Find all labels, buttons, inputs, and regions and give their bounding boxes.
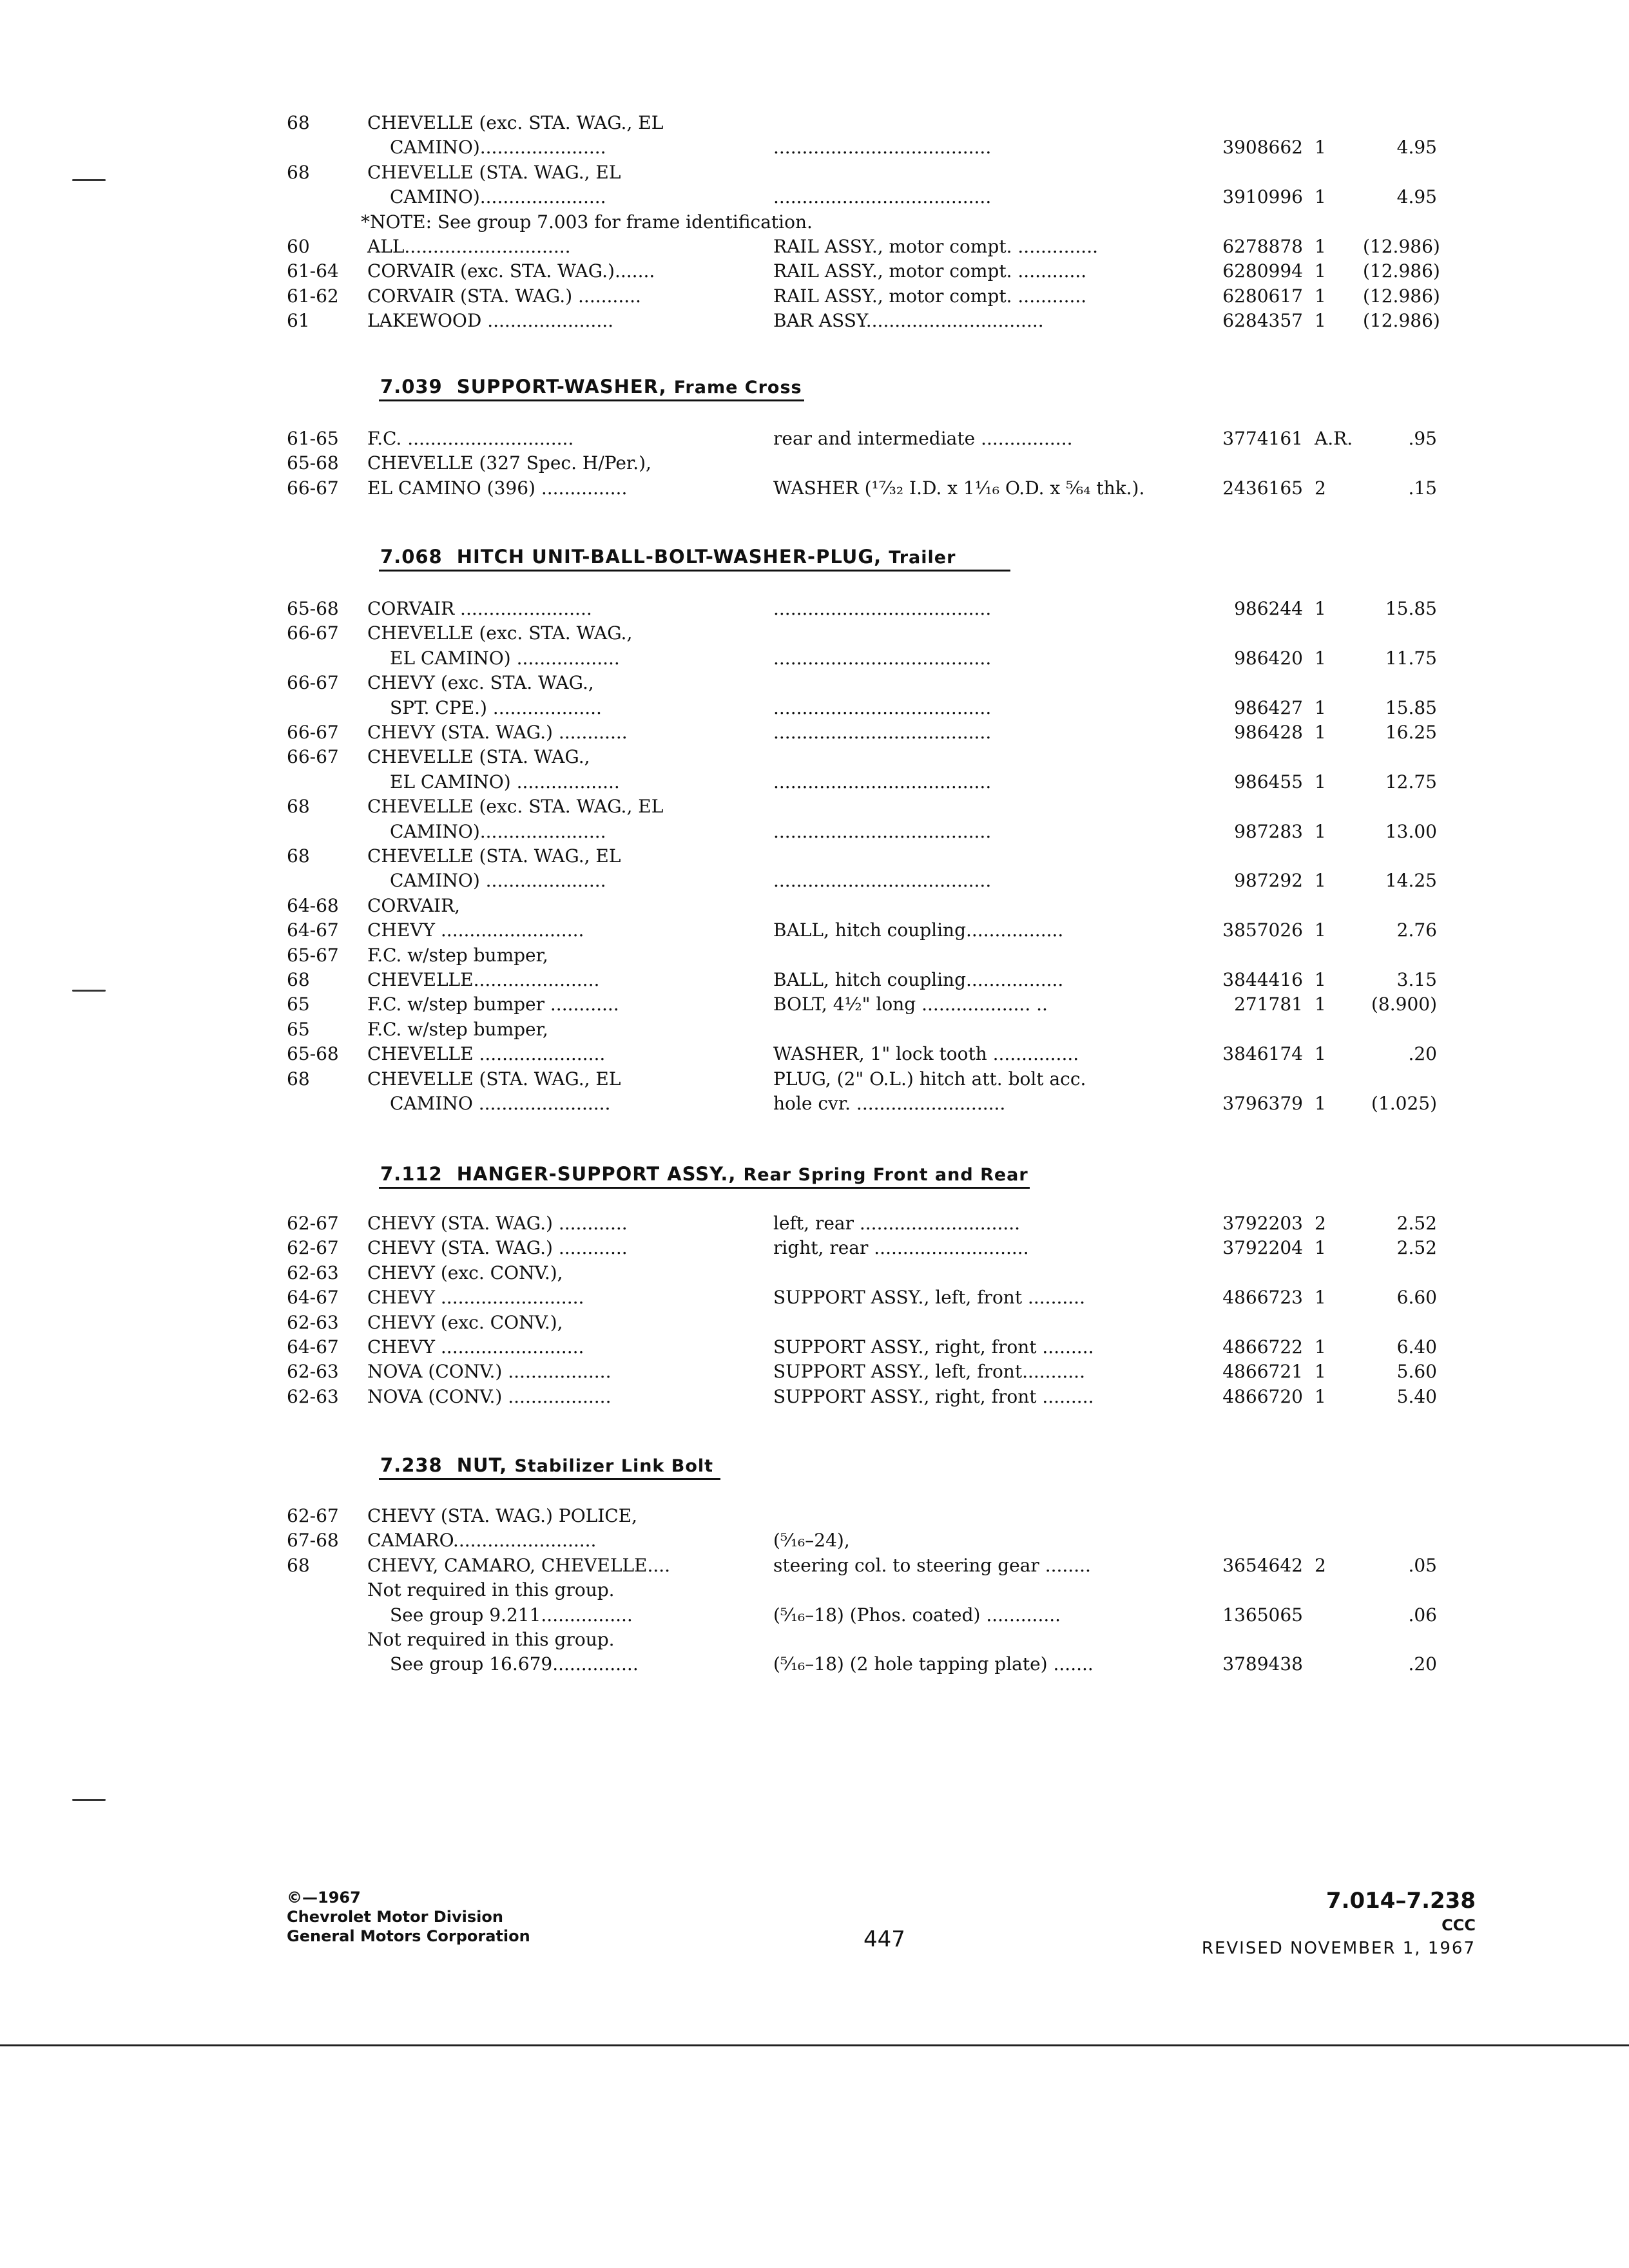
price-cell: 14.25 [1385,870,1437,891]
price-cell: .05 [1408,1555,1437,1576]
quantity-cell: 1 [1315,994,1326,1015]
price-cell: 16.25 [1385,722,1437,743]
description-cell: (⁵⁄₁₆–18) (2 hole tapping plate) ....... [773,1653,1094,1675]
table-row [0,621,1629,646]
part-number-cell: 6280617 [1222,285,1303,307]
quantity-cell: 1 [1315,722,1326,743]
description-cell: right, rear ........................... [773,1237,1029,1258]
table-row [0,992,1629,1017]
model-cell: LAKEWOOD ...................... [367,310,614,331]
model-cell: Not required in this group. [367,1629,615,1650]
price-cell: .06 [1408,1604,1437,1626]
group-subtitle: Rear Spring Front and Rear [743,1165,1028,1185]
model-cell: CHEVY (STA. WAG.) ............ [367,1213,628,1234]
section-heading [380,1161,1028,1188]
copyright: ©—1967 [287,1888,361,1907]
table-row [0,820,1629,844]
year-cell: 65-68 [287,452,339,474]
part-number-cell: 3908662 [1222,137,1303,158]
description-cell: RAIL ASSY., motor compt. ............ [773,285,1087,307]
table-row [0,1211,1629,1236]
table-row [0,1385,1629,1409]
model-cell: CHEVY (exc. STA. WAG., [367,672,594,693]
section-heading [380,544,956,571]
quantity-cell: 2 [1315,1555,1326,1576]
quantity-cell: 1 [1315,1336,1326,1358]
table-row [0,427,1629,451]
model-cell: F.C. w/step bumper ............ [367,994,619,1015]
model-cell: CAMARO......................... [367,1530,597,1551]
quantity-cell: A.R. [1315,428,1353,449]
quantity-cell: 1 [1315,870,1326,891]
part-number-cell: 986420 [1234,648,1303,669]
price-cell: 12.75 [1385,771,1437,793]
price-cell: 15.85 [1385,697,1437,718]
year-cell: 64-67 [287,1336,339,1358]
table-row [0,1067,1629,1091]
quantity-cell: 1 [1315,285,1326,307]
year-cell: 64-68 [287,895,339,916]
description-cell: left, rear ............................ [773,1213,1021,1234]
price-cell: 6.60 [1396,1287,1437,1308]
description-cell: ...................................... [773,697,992,718]
part-number-cell: 986244 [1234,598,1303,619]
description-cell: ...................................... [773,722,992,743]
table-row [0,1091,1629,1116]
part-number-cell: 986455 [1234,771,1303,793]
part-number-cell: 4866722 [1222,1336,1303,1358]
group-title: SUPPORT-WASHER, [456,376,667,398]
quantity-cell: 1 [1315,697,1326,718]
price-cell: 3.15 [1396,969,1437,990]
price-cell: 6.40 [1396,1336,1437,1358]
table-row [0,135,1629,160]
model-cell: CHEVY (STA. WAG.) POLICE, [367,1505,638,1526]
description-cell: ...................................... [773,137,992,158]
year-cell: 68 [287,1068,310,1090]
part-number-cell: 3792203 [1222,1213,1303,1234]
price-cell: 2.76 [1396,919,1437,941]
year-cell: 62-63 [287,1361,339,1382]
table-row [0,259,1629,284]
model-cell: CHEVELLE (exc. STA. WAG., EL [367,796,664,817]
price-cell: 13.00 [1385,821,1437,842]
quantity-cell: 1 [1315,260,1326,282]
model-cell: See group 9.211................ [390,1604,633,1626]
model-cell: F.C. ............................. [367,428,574,449]
table-row [0,1285,1629,1310]
model-cell: EL CAMINO) .................. [390,771,620,793]
description-cell: RAIL ASSY., motor compt. .............. [773,236,1098,257]
price-cell: 15.85 [1385,598,1437,619]
table-row [0,696,1629,720]
price-cell: 11.75 [1385,648,1437,669]
year-cell: 68 [287,162,310,183]
model-cell: ALL............................. [367,236,571,257]
year-cell: 62-63 [287,1262,339,1283]
model-cell: CHEVELLE (exc. STA. WAG., EL [367,112,664,133]
table-row [0,1017,1629,1042]
part-number-cell: 3857026 [1222,919,1303,941]
model-cell: NOVA (CONV.) .................. [367,1386,612,1407]
bottom-rule [0,2044,1629,2046]
model-cell: CHEVY ......................... [367,919,584,941]
part-number-cell: 4866723 [1222,1287,1303,1308]
table-row [0,770,1629,794]
price-cell: 4.95 [1396,137,1437,158]
table-row [0,943,1629,968]
part-number-cell: 3910996 [1222,186,1303,207]
section-heading [380,1452,713,1479]
model-cell: CHEVELLE ...................... [367,1043,606,1064]
description-cell: hole cvr. .......................... [773,1093,1006,1114]
description-cell: WASHER (¹⁷⁄₃₂ I.D. x 1¹⁄₁₆ O.D. x ⁵⁄₆₄ thk.). [773,477,1145,499]
margin-mark [72,179,106,181]
quantity-cell: 1 [1315,310,1326,331]
model-cell: SPT. CPE.) ................... [390,697,602,718]
margin-mark [72,990,106,992]
table-row [0,451,1629,476]
year-cell: 65-68 [287,1043,339,1064]
part-number-cell: 4866720 [1222,1386,1303,1407]
year-cell: 61 [287,310,310,331]
price-cell: 4.95 [1396,186,1437,207]
model-cell: CAMINO) ..................... [390,870,606,891]
description-cell: RAIL ASSY., motor compt. ............ [773,260,1087,282]
revised-date: REVISED NOVEMBER 1, 1967 [1201,1939,1476,1958]
price-cell: 2.52 [1396,1237,1437,1258]
year-cell: 66-67 [287,722,339,743]
model-cell: *NOTE: See group 7.003 for frame identification. [361,211,813,233]
part-number-cell: 6284357 [1222,310,1303,331]
description-cell: PLUG, (2" O.L.) hitch att. bolt acc. [773,1068,1086,1090]
table-row [0,309,1629,333]
year-cell: 62-67 [287,1213,339,1234]
heading-underline [379,399,804,401]
group-subtitle: Trailer [889,548,956,568]
price-cell: (12.986) [1363,285,1440,307]
model-cell: CHEVELLE...................... [367,969,600,990]
model-cell: CHEVELLE (STA. WAG., EL [367,1068,621,1090]
year-cell: 66-67 [287,672,339,693]
year-cell: 66-67 [287,477,339,499]
table-row [0,1261,1629,1285]
year-cell: 64-67 [287,919,339,941]
description-cell: ...................................... [773,771,992,793]
part-number-cell: 6278878 [1222,236,1303,257]
model-cell: CAMINO)...................... [390,821,606,842]
model-cell: CHEVY, CAMARO, CHEVELLE.... [367,1555,671,1576]
model-cell: EL CAMINO (396) ............... [367,477,628,499]
quantity-cell: 1 [1315,236,1326,257]
description-cell: ...................................... [773,186,992,207]
year-cell: 68 [287,112,310,133]
price-cell: (12.986) [1363,310,1440,331]
quantity-cell: 1 [1315,1237,1326,1258]
description-cell: ...................................... [773,821,992,842]
group-number: 7.068 [380,546,443,568]
price-cell: (1.025) [1371,1093,1437,1114]
year-cell: 62-63 [287,1312,339,1333]
table-row [0,1504,1629,1528]
price-cell: .15 [1408,477,1437,499]
group-number: 7.112 [380,1163,443,1185]
catalog-code: CCC [1441,1916,1476,1934]
table-row [0,1603,1629,1628]
model-cell: Not required in this group. [367,1579,615,1600]
part-number-cell: 3792204 [1222,1237,1303,1258]
part-number-cell: 2436165 [1222,477,1303,499]
year-cell: 66-67 [287,746,339,767]
page-number: 447 [863,1927,905,1952]
table-row [0,869,1629,893]
price-cell: (12.986) [1363,260,1440,282]
table-row [0,1652,1629,1677]
table-row [0,160,1629,185]
quantity-cell: 1 [1315,771,1326,793]
heading-underline [379,1187,1030,1189]
table-row [0,1042,1629,1066]
model-cell: CORVAIR (exc. STA. WAG.)....... [367,260,655,282]
description-cell: SUPPORT ASSY., left, front .......... [773,1287,1085,1308]
part-number-cell: 271781 [1234,994,1303,1015]
year-cell: 60 [287,236,310,257]
year-cell: 65 [287,1019,310,1040]
heading-underline [379,570,1010,572]
quantity-cell: 1 [1315,1043,1326,1064]
group-range: 7.014–7.238 [1325,1888,1476,1914]
part-number-cell: 3796379 [1222,1093,1303,1114]
table-row [0,671,1629,695]
year-cell: 61-62 [287,285,339,307]
quantity-cell: 1 [1315,821,1326,842]
description-cell: steering col. to steering gear ........ [773,1555,1091,1576]
table-row [0,1578,1629,1602]
description-cell: ...................................... [773,648,992,669]
year-cell: 68 [287,969,310,990]
model-cell: F.C. w/step bumper, [367,1019,548,1040]
quantity-cell: 1 [1315,598,1326,619]
group-number: 7.238 [380,1454,443,1476]
table-row [0,1553,1629,1578]
description-cell: BOLT, 4½" long ................... .. [773,994,1048,1015]
price-cell: 5.60 [1396,1361,1437,1382]
table-row [0,844,1629,869]
part-number-cell: 3774161 [1222,428,1303,449]
price-cell: .95 [1408,428,1437,449]
model-cell: CHEVY (exc. CONV.), [367,1312,563,1333]
price-cell: .20 [1408,1043,1437,1064]
group-title: HITCH UNIT-BALL-BOLT-WASHER-PLUG, [456,546,882,568]
description-cell: SUPPORT ASSY., right, front ......... [773,1336,1094,1358]
table-row [0,476,1629,501]
description-cell: SUPPORT ASSY., left, front........... [773,1361,1085,1382]
price-cell: 5.40 [1396,1386,1437,1407]
year-cell: 62-67 [287,1237,339,1258]
description-cell: SUPPORT ASSY., right, front ......... [773,1386,1094,1407]
year-cell: 65 [287,994,310,1015]
model-cell: See group 16.679............... [390,1653,639,1675]
model-cell: F.C. w/step bumper, [367,945,548,966]
description-cell: rear and intermediate ................ [773,428,1073,449]
part-number-cell: 1365065 [1222,1604,1303,1626]
table-row [0,894,1629,918]
model-cell: CORVAIR ....................... [367,598,592,619]
year-cell: 68 [287,845,310,867]
year-cell: 68 [287,1555,310,1576]
description-cell: (⁵⁄₁₆–18) (Phos. coated) ............. [773,1604,1061,1626]
table-row [0,646,1629,671]
heading-underline [379,1478,720,1480]
part-number-cell: 986427 [1234,697,1303,718]
part-number-cell: 3789438 [1222,1653,1303,1675]
quantity-cell: 2 [1315,477,1326,499]
quantity-cell: 1 [1315,1287,1326,1308]
group-number: 7.039 [380,376,443,398]
table-row [0,745,1629,769]
table-row [0,111,1629,135]
quantity-cell: 1 [1315,137,1326,158]
table-row [0,235,1629,259]
year-cell: 64-67 [287,1287,339,1308]
model-cell: CHEVELLE (327 Spec. H/Per.), [367,452,651,474]
quantity-cell: 1 [1315,1093,1326,1114]
table-row [0,720,1629,745]
table-row [0,1311,1629,1335]
quantity-cell: 1 [1315,919,1326,941]
table-row [0,1360,1629,1384]
part-number-cell: 986428 [1234,722,1303,743]
table-row [0,1335,1629,1360]
year-cell: 62-63 [287,1386,339,1407]
table-row [0,1236,1629,1260]
model-cell: CHEVELLE (STA. WAG., EL [367,845,621,867]
model-cell: EL CAMINO) .................. [390,648,620,669]
year-cell: 61-65 [287,428,339,449]
table-row [0,1628,1629,1652]
table-row [0,597,1629,621]
division: Chevrolet Motor Division [287,1908,503,1926]
model-cell: CHEVY (exc. CONV.), [367,1262,563,1283]
year-cell: 61-64 [287,260,339,282]
model-cell: CHEVY ......................... [367,1336,584,1358]
model-cell: CHEVELLE (STA. WAG., EL [367,162,621,183]
group-info [1202,1887,1476,1961]
description-cell: ...................................... [773,870,992,891]
table-row [0,210,1629,235]
part-number-cell: 3654642 [1222,1555,1303,1576]
description-cell: (⁵⁄₁₆–24), [773,1530,850,1551]
quantity-cell: 1 [1315,1386,1326,1407]
quantity-cell: 1 [1315,648,1326,669]
quantity-cell: 1 [1315,186,1326,207]
part-number-cell: 6280994 [1222,260,1303,282]
table-row [0,185,1629,209]
table-row [0,918,1629,943]
description-cell: BAR ASSY............................... [773,310,1044,331]
year-cell: 65-67 [287,945,339,966]
price-cell: (12.986) [1363,236,1440,257]
table-row [0,794,1629,819]
group-title: HANGER-SUPPORT ASSY., [456,1163,737,1185]
year-cell: 68 [287,796,310,817]
description-cell: WASHER, 1" lock tooth ............... [773,1043,1079,1064]
model-cell: CHEVY ......................... [367,1287,584,1308]
margin-mark [72,1799,106,1801]
group-subtitle: Stabilizer Link Bolt [514,1456,714,1476]
part-number-cell: 3846174 [1222,1043,1303,1064]
section-heading [380,374,802,401]
publisher-block [287,1888,530,1946]
model-cell: CHEVY (STA. WAG.) ............ [367,722,628,743]
price-cell: .20 [1408,1653,1437,1675]
part-number-cell: 3844416 [1222,969,1303,990]
model-cell: CORVAIR (STA. WAG.) ........... [367,285,641,307]
quantity-cell: 1 [1315,1361,1326,1382]
part-number-cell: 987292 [1234,870,1303,891]
year-cell: 62-67 [287,1505,339,1526]
part-number-cell: 987283 [1234,821,1303,842]
corporation: General Motors Corporation [287,1927,530,1945]
price-cell: 2.52 [1396,1213,1437,1234]
model-cell: CORVAIR, [367,895,461,916]
model-cell: CHEVELLE (STA. WAG., [367,746,590,767]
table-row [0,1528,1629,1553]
year-cell: 65-68 [287,598,339,619]
model-cell: NOVA (CONV.) .................. [367,1361,612,1382]
model-cell: CAMINO)...................... [390,137,606,158]
description-cell: BALL, hitch coupling................. [773,969,1064,990]
year-cell: 67-68 [287,1530,339,1551]
model-cell: CAMINO)...................... [390,186,606,207]
model-cell: CHEVY (STA. WAG.) ............ [367,1237,628,1258]
model-cell: CAMINO ....................... [390,1093,611,1114]
table-row [0,284,1629,309]
description-cell: ...................................... [773,598,992,619]
group-subtitle: Frame Cross [673,378,802,398]
model-cell: CHEVELLE (exc. STA. WAG., [367,622,633,644]
quantity-cell: 1 [1315,969,1326,990]
group-title: NUT, [456,1454,508,1476]
part-number-cell: 4866721 [1222,1361,1303,1382]
price-cell: (8.900) [1371,994,1437,1015]
year-cell: 66-67 [287,622,339,644]
quantity-cell: 2 [1315,1213,1326,1234]
description-cell: BALL, hitch coupling................. [773,919,1064,941]
table-row [0,968,1629,992]
